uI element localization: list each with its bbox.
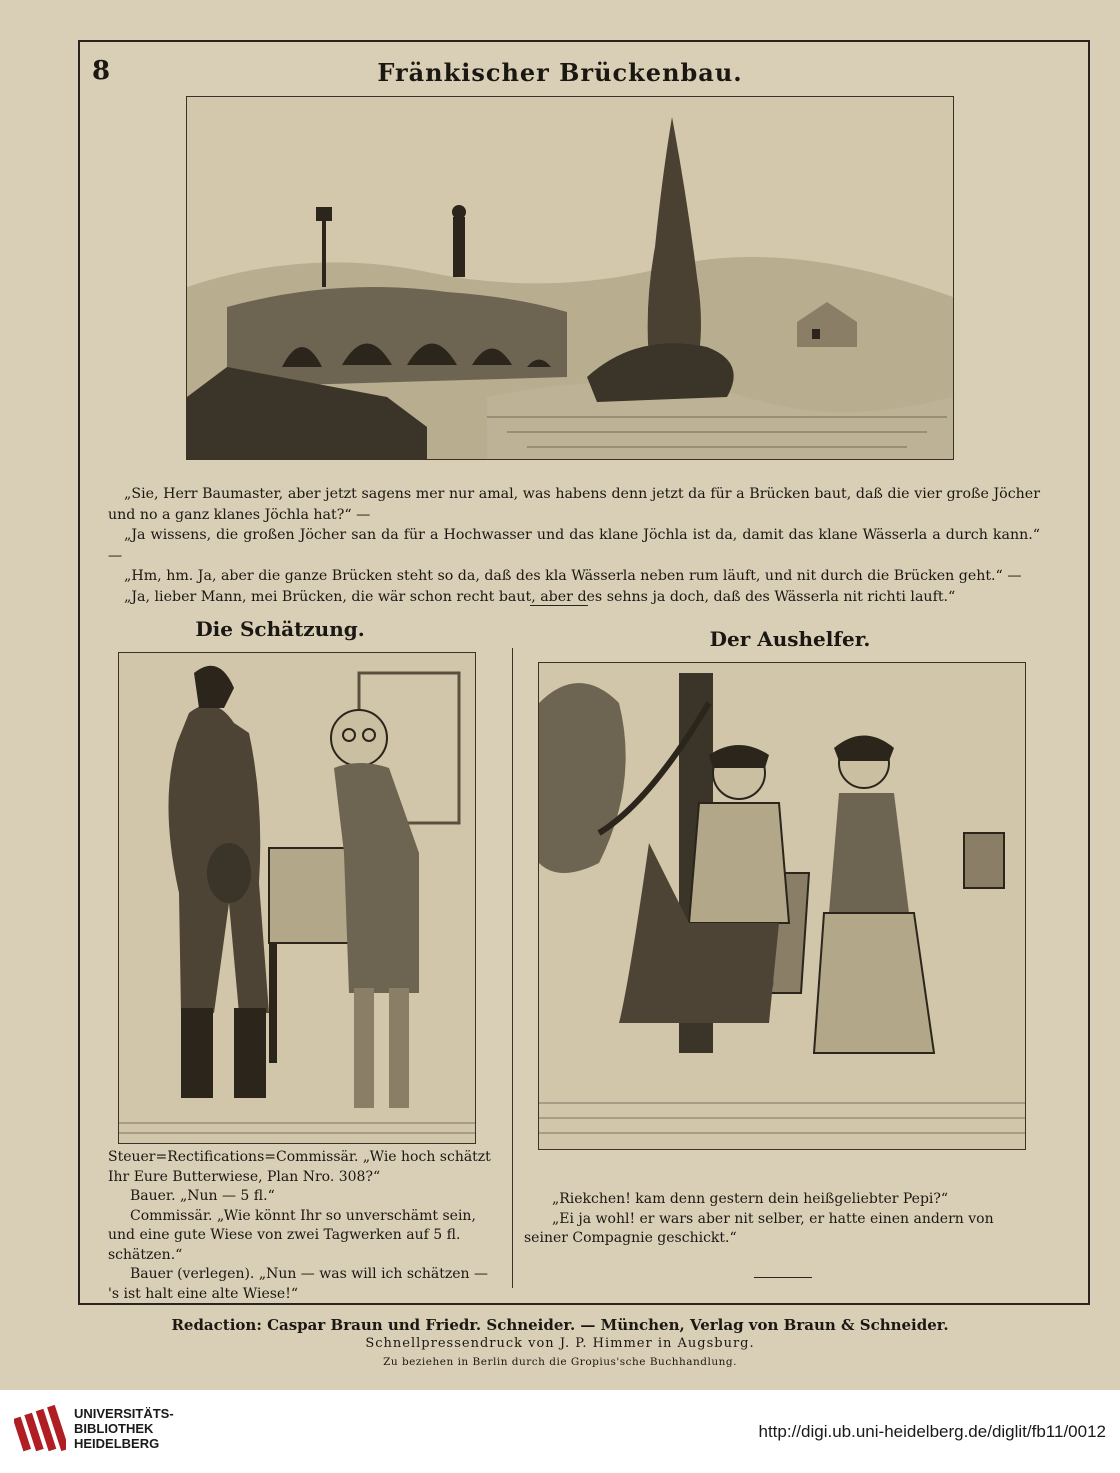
dialog-line: „Ja, lieber Mann, mei Brücken, die wär schon recht baut, aber des sehns ja doch, daß des Wässerla nit richti lauft.“ [124, 588, 956, 605]
dialog-line: „Hm, hm. Ja, aber die ganze Brücken steht so da, daß des kla Wässerla neben rum läuft, und nit durch die Brücken geht.“ — [124, 568, 1022, 584]
page-number: 8 [92, 56, 111, 86]
section-divider [530, 605, 588, 606]
left-caption [108, 1148, 500, 1304]
column-divider [512, 648, 513, 1288]
dialog-line: „Sie, Herr Baumaster, aber jetzt sagens mer nur amal, was habens denn jetzt da für a Brücken baut, daß die vier große Jöcher und no a ganz klanes Jöchla hat?“ — [108, 486, 1040, 523]
right-caption [524, 1190, 1034, 1249]
caption-line: Commissär. „Wie könnt Ihr so unverschämt sein, und eine gute Wiese von zwei Tagwerken auf 5 fl. schätzen.“ [108, 1207, 476, 1263]
article-title: Fränkischer Brückenbau. [377, 58, 743, 87]
caption-line: Bauer (verlegen). „Nun — was will ich schätzen — 's ist halt eine alte Wiese!“ [108, 1266, 489, 1302]
library-name-line: HEIDELBERG [74, 1436, 160, 1451]
dialog-line: „Ja wissens, die großen Jöcher san da für a Hochwasser und das klane Jöchla ist da, damit das klane Wässerla a durch kann.“ — [108, 527, 1040, 564]
library-name-line: UNIVERSITÄTS- [74, 1406, 174, 1421]
library-name [74, 1406, 174, 1451]
right-section-title: Der Aushelfer. [709, 627, 871, 651]
section-divider [754, 1277, 812, 1278]
well-illustration [538, 662, 1026, 1150]
footer-redaction: Redaction: Caspar Braun und Friedr. Schneider. — München, Verlag von Braun & Schneider. [171, 1316, 949, 1334]
caption-line: „Riekchen! kam denn gestern dein heißgeliebter Pepi?“ [552, 1191, 949, 1207]
library-logo-icon [14, 1403, 66, 1455]
source-url-link[interactable]: http://digi.ub.uni-heidelberg.de/diglit/fb11/0012 [758, 1422, 1106, 1441]
footer-printer: Schnellpressendruck von J. P. Himmer in Augsburg. [365, 1336, 755, 1351]
bridge-illustration [186, 96, 954, 460]
caption-line: Steuer=Rectifications=Commissär. „Wie hoch schätzt Ihr Eure Butterwiese, Plan Nro. 308?“ [108, 1149, 491, 1185]
library-name-line: BIBLIOTHEK [74, 1421, 154, 1436]
footer-distribution: Zu beziehen in Berlin durch die Gropius'sche Buchhandlung. [383, 1356, 737, 1368]
commissioner-illustration [118, 652, 476, 1144]
left-section-title: Die Schätzung. [195, 617, 365, 641]
caption-line: Bauer. „Nun — 5 fl.“ [130, 1188, 275, 1204]
bridge-dialog [108, 484, 1040, 607]
caption-line: „Ei ja wohl! er wars aber nit selber, er hatte einen andern von seiner Compagnie geschickt.“ [524, 1210, 994, 1246]
